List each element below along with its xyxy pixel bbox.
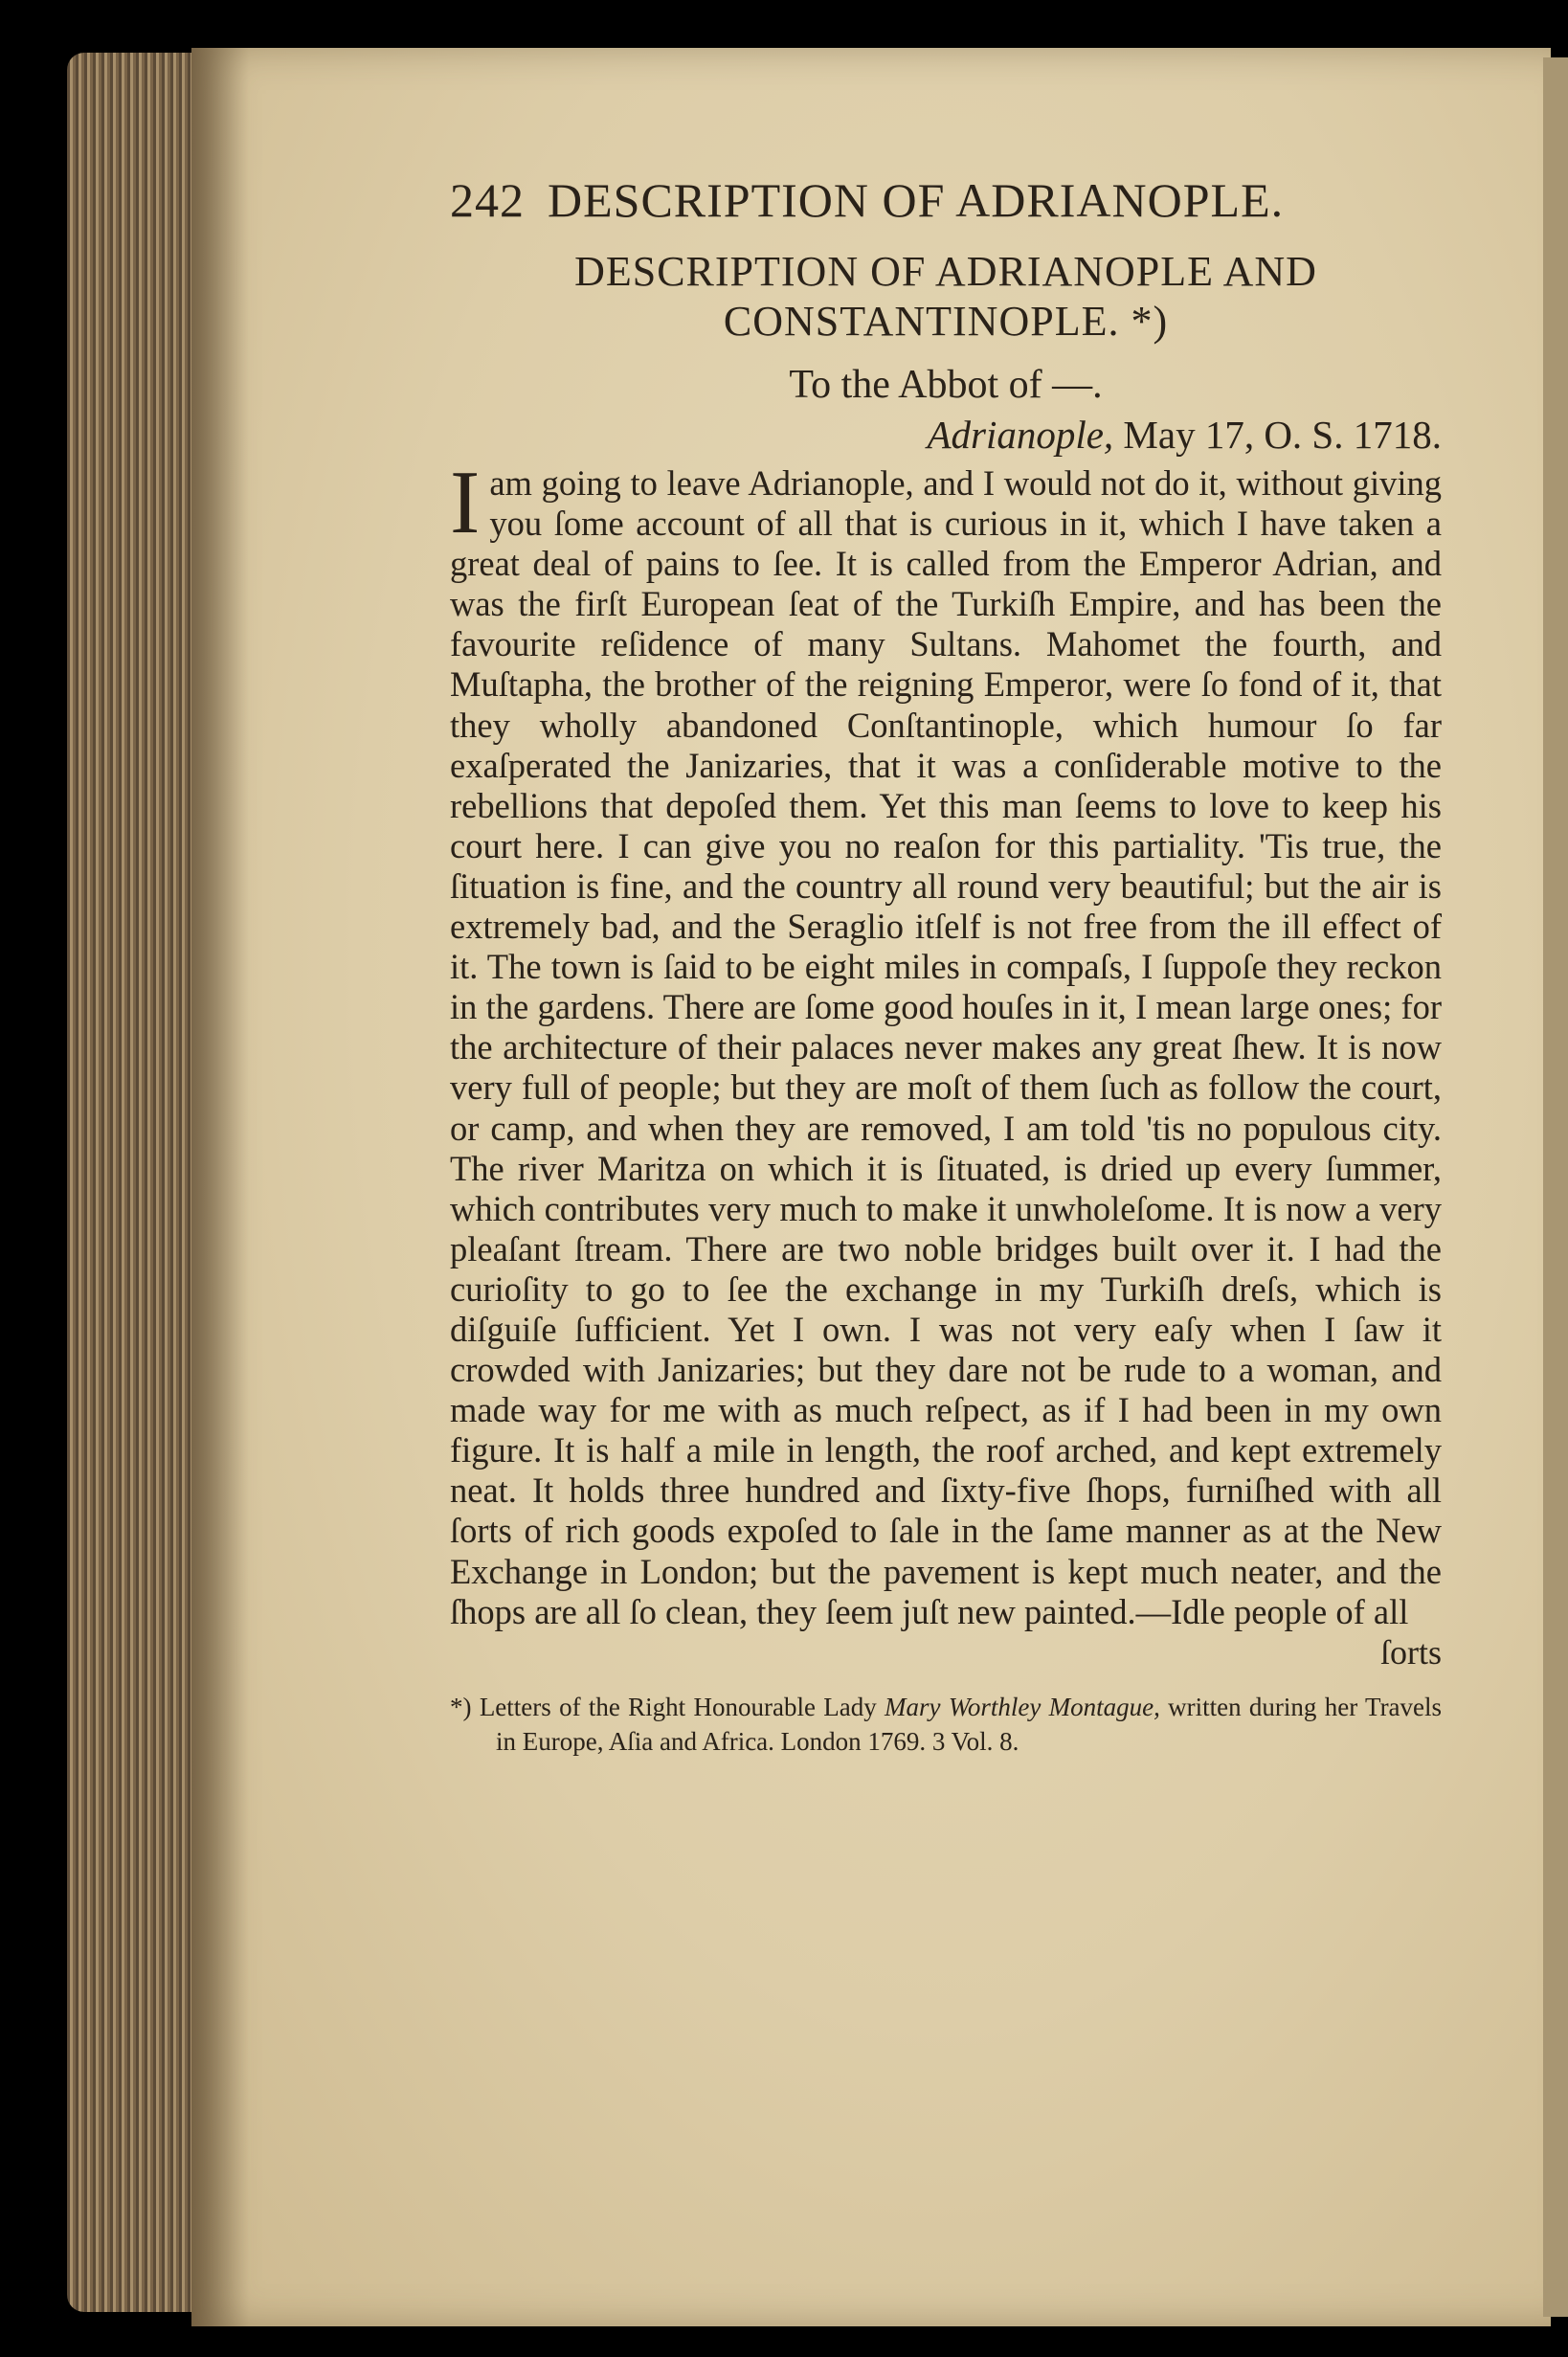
footnote-author: Mary Worthley Montague, <box>885 1692 1160 1721</box>
catchword: ſorts <box>1379 1632 1442 1672</box>
dateline <box>450 412 1442 458</box>
page-fold-shadow <box>191 48 249 2326</box>
chapter-title <box>450 247 1442 347</box>
dateline-date: May 17, O. S. 1718. <box>1123 413 1442 457</box>
salutation: To the Abbot of —. <box>789 363 1103 407</box>
page-number: 242 <box>450 173 525 227</box>
chapter-title-line-2: CONSTANTINOPLE. *) <box>723 298 1169 345</box>
footnote-rest: written during her Travels in Europe, Aſia and Africa. London 1769. 3 Vol. 8. <box>496 1692 1443 1756</box>
letter-body <box>450 453 1442 1632</box>
dateline-place: Adrianople, <box>927 413 1114 457</box>
text-block <box>450 172 1442 1759</box>
drop-cap: I <box>450 453 481 552</box>
chapter-title-line-1: DESCRIPTION OF ADRIANOPLE AND <box>574 248 1317 295</box>
running-head <box>450 172 1442 228</box>
facing-page-edge <box>1543 57 1568 2317</box>
letter-text: am going to leave Adrianople, and I would not do it, without giving you ſome account of all that is curious in it, which I have taken a great deal of pains to ſee. It is called from the Emperor Adrian, and was the firſt European ſeat of the Turkiſh Empire, and has been the favourite reſidence of many Sultans. Mahomet the fourth, and Muſtapha, the brother of the reigning Emperor, were ſo fond of it, that they wholly abandoned Conſtantinople, which humour ſo far exaſperated the Janizaries, that it was a conſiderable motive to the rebellions that depoſed them. Yet this man ſeems to love to keep his court here. I can give you no reaſon for this partiality. 'Tis true, the ſituation is fine, and the country all round very beautiful; but the air is extremely bad, and the Seraglio itſelf is not free from the ill effect of it. The town is ſaid to be eight miles in compaſs, I ſuppoſe they reckon in the gardens. There are ſome good houſes in it, I mean large ones; for the architecture of their palaces never makes any great ſhew. It is now very full of people; but they are moſt of them ſuch as follow the court, or camp, and when they are removed, I am told 'tis no populous city. The river Maritza on which it is ſituated, is dried up every ſummer, which contributes very much to make it unwholeſome. It is now a very pleaſant ſtream. There are two noble bridges built over it. I had the curioſity to go to ſee the exchange in my Turkiſh dreſs, which is diſguiſe ſufficient. Yet I own. I was not very eaſy when I ſaw it crowded with Janizaries; but they dare not be rude to a woman, and made way for me with as much reſpect, as if I had been in my own figure. It is half a mile in length, the roof arched, and kept extremely neat. It holds three hundred and ſixty-five ſhops, furniſhed with all ſorts of rich goods expoſed to ſale in the ſame manner as at the New Exchange in London; but the pavement is kept much neater, and the ſhops are all ſo clean, they ſeem juſt new painted.—Idle people of all <box>450 463 1442 1631</box>
page-edges <box>67 53 211 2312</box>
running-title: DESCRIPTION OF ADRIANOPLE. <box>548 173 1285 227</box>
footnote-prefix: Letters of the Right Honourable Lady <box>479 1692 877 1721</box>
footnote <box>450 1690 1442 1759</box>
footnote-marker: *) <box>450 1692 472 1721</box>
